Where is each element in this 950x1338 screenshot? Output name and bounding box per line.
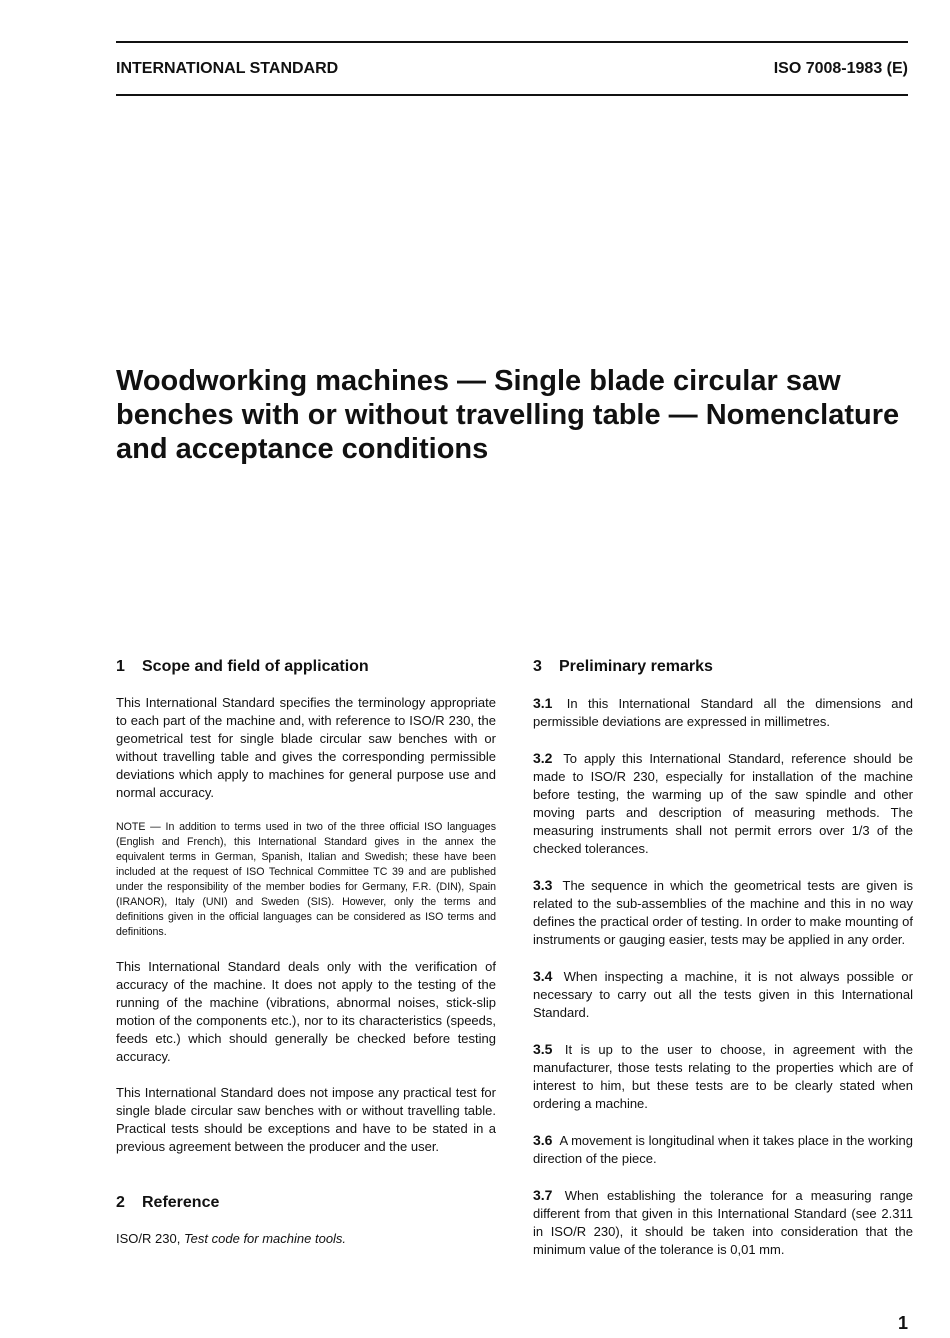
clause-text: The sequence in which the geometrical tests are given is related to the sub-assemblies of the machine and this in no way defines the practical order of testing. In order to make mounting of instruments or gauging easier, tests may be applied in any order. <box>533 878 913 947</box>
left-column <box>116 658 496 1248</box>
clause-text: In this International Standard all the dimensions and permissible deviations are expressed in millimetres. <box>533 696 913 729</box>
section-3-title: Preliminary remarks <box>559 658 713 675</box>
section-2-title: Reference <box>142 1194 220 1211</box>
header-rule-bottom <box>116 94 908 96</box>
clause-3-3 <box>533 876 913 949</box>
clause-text: A movement is longitudinal when it takes place in the working direction of the piece. <box>533 1133 913 1166</box>
section-3-number: 3 <box>533 658 542 675</box>
document-type-label: INTERNATIONAL STANDARD <box>116 60 339 77</box>
clause-number: 3.3 <box>533 877 553 893</box>
clause-text: When establishing the tolerance for a measuring range different from that given in this International Standard (see 2.311 in ISO/R 230), it should be taken into consideration that the minimum value of the tolerance is 0,01 mm. <box>533 1188 914 1257</box>
clause-text: When inspecting a machine, it is not always possible or necessary to carry out all the tests given in this International Standard. <box>533 969 913 1020</box>
page-number: 1 <box>897 1313 908 1333</box>
clause-text: It is up to the user to choose, in agreement with the manufacturer, those tests relating to the properties which are of interest to him, but these tests are to be clearly stated when ordering a machine. <box>533 1042 913 1111</box>
clause-number: 3.4 <box>533 968 553 984</box>
document-title: Woodworking machines — Single blade circular saw benches with or without travelling table — Nomenclature and acceptance conditions <box>116 365 900 465</box>
section-2-number: 2 <box>116 1194 125 1211</box>
clause-3-2 <box>533 749 913 858</box>
clause-number: 3.7 <box>533 1187 553 1203</box>
reference-entry <box>116 1230 496 1248</box>
section-1-number: 1 <box>116 658 125 675</box>
clause-number: 3.1 <box>533 695 553 711</box>
header-rule-top <box>116 41 908 43</box>
section-1-paragraph-2: This International Standard deals only with the verification of accuracy of the machine. It does not apply to the testing of the running of the machine (vibrations, abnormal noises, stick-slip motion of the components etc.), nor to its characteristics (speeds, feeds etc.) which should generally be checked before testing accuracy. <box>116 959 496 1064</box>
reference-code: ISO/R 230, <box>116 1231 181 1246</box>
section-1-paragraph-3: This International Standard does not impose any practical test for single blade circular saw benches with or without travelling table. Practical tests should be exceptions and have to be stated in a previous agreement between the producer and the user. <box>116 1085 496 1154</box>
clause-3-6 <box>533 1131 913 1168</box>
clause-number: 3.2 <box>533 750 553 766</box>
clause-3-7 <box>533 1186 913 1259</box>
clause-3-5 <box>533 1040 913 1113</box>
section-3-heading <box>533 658 913 676</box>
section-1-paragraph-1: This International Standard specifies the terminology appropriate to each part of the machine and, with reference to ISO/R 230, the geometrical test for single blade circular saw benches with or without travelling table and gives the corresponding permissible deviations which apply to machines for general purpose use and normal accuracy. <box>116 695 496 800</box>
section-1-title: Scope and field of application <box>142 658 369 675</box>
section-2-heading <box>116 1194 496 1212</box>
right-column <box>533 658 913 1259</box>
clause-3-4 <box>533 967 913 1022</box>
clause-number: 3.6 <box>533 1132 553 1148</box>
clause-3-1 <box>533 694 913 731</box>
reference-title: Test code for machine tools. <box>183 1231 347 1246</box>
clause-number: 3.5 <box>533 1041 553 1057</box>
clause-text: To apply this International Standard, reference should be made to ISO/R 230, especially for installation of the machine before testing, the warming up of the saw spindle and other moving parts and description of measuring methods. The measuring instruments shall not permit errors over 1/3 of the checked tolerances. <box>533 751 913 856</box>
standard-number: ISO 7008-1983 (E) <box>773 60 908 77</box>
section-1-note: NOTE — In addition to terms used in two of the three official ISO languages (English and French), this International Standard gives in the annex the equivalent terms in German, Spanish, Italian and Swedish; these have been included at the request of ISO Technical Committee TC 39 and are published under the responsibility of the member bodies for Germany, F.R. (DIN), Spain (IRANOR), Italy (UNI) and Sweden (SIS). However, only the terms and definitions given in the official languages can be considered as ISO terms and definitions. <box>116 821 496 938</box>
section-1-heading <box>116 658 496 676</box>
